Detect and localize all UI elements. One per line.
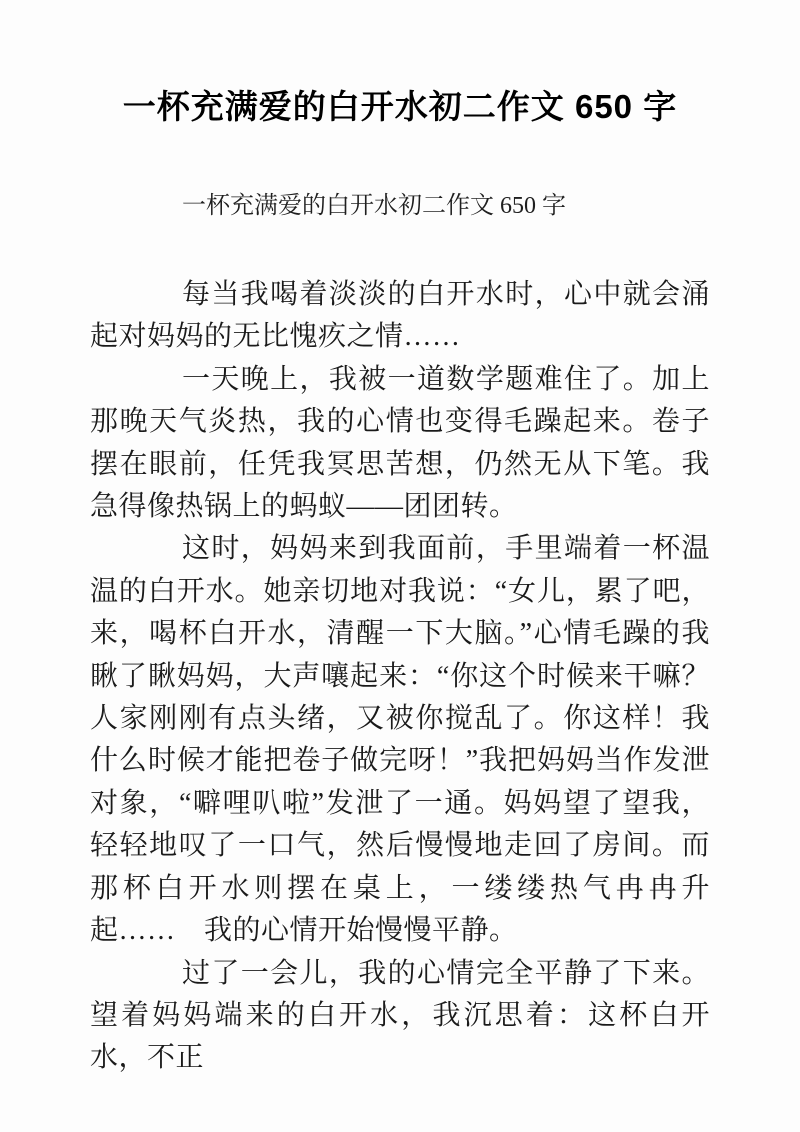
body-paragraph: 过了一会儿，我的心情完全平静了下来。望着妈妈端来的白开水，我沉思着：这杯白开水，不正 — [90, 957, 710, 1074]
document-title: 一杯充满爱的白开水初二作文 650 字 — [122, 88, 678, 125]
document-subtitle: 一杯充满爱的白开水初二作文 650 字 — [182, 193, 566, 219]
body-paragraph: 一天晚上，我被一道数学题难住了。加上那晚天气炎热，我的心情也变得毛躁起来。卷子摆在眼前，任凭我冥思苦想，仍然无从下笔。我急得像热锅上的蚂蚁——团团转。 — [90, 363, 710, 523]
body-paragraph: 这时，妈妈来到我面前，手里端着一杯温温的白开水。她亲切地对我说：“女儿，累了吧，来，喝杯白开水，清醒一下大脑。”心情毛躁的我瞅了瞅妈妈，大声嚷起来：“你这个时候来干嘛？人家刚刚有点头绪，又被你搅乱了。你这样！我什么时候才能把卷子做完呀！”我把妈妈当作发泄对象，“噼哩叭啦”发泄了一通。妈妈望了望我，轻轻地叹了一口气，然后慢慢地走回了房间。而那杯白开水则摆在桌上，一缕缕热气冉冉升起…… 我的心情开始慢慢平静。 — [90, 533, 710, 947]
essay-body — [90, 274, 710, 1080]
body-paragraph: 每当我喝着淡淡的白开水时，心中就会涌起对妈妈的无比愧疚之情…… — [90, 279, 710, 353]
